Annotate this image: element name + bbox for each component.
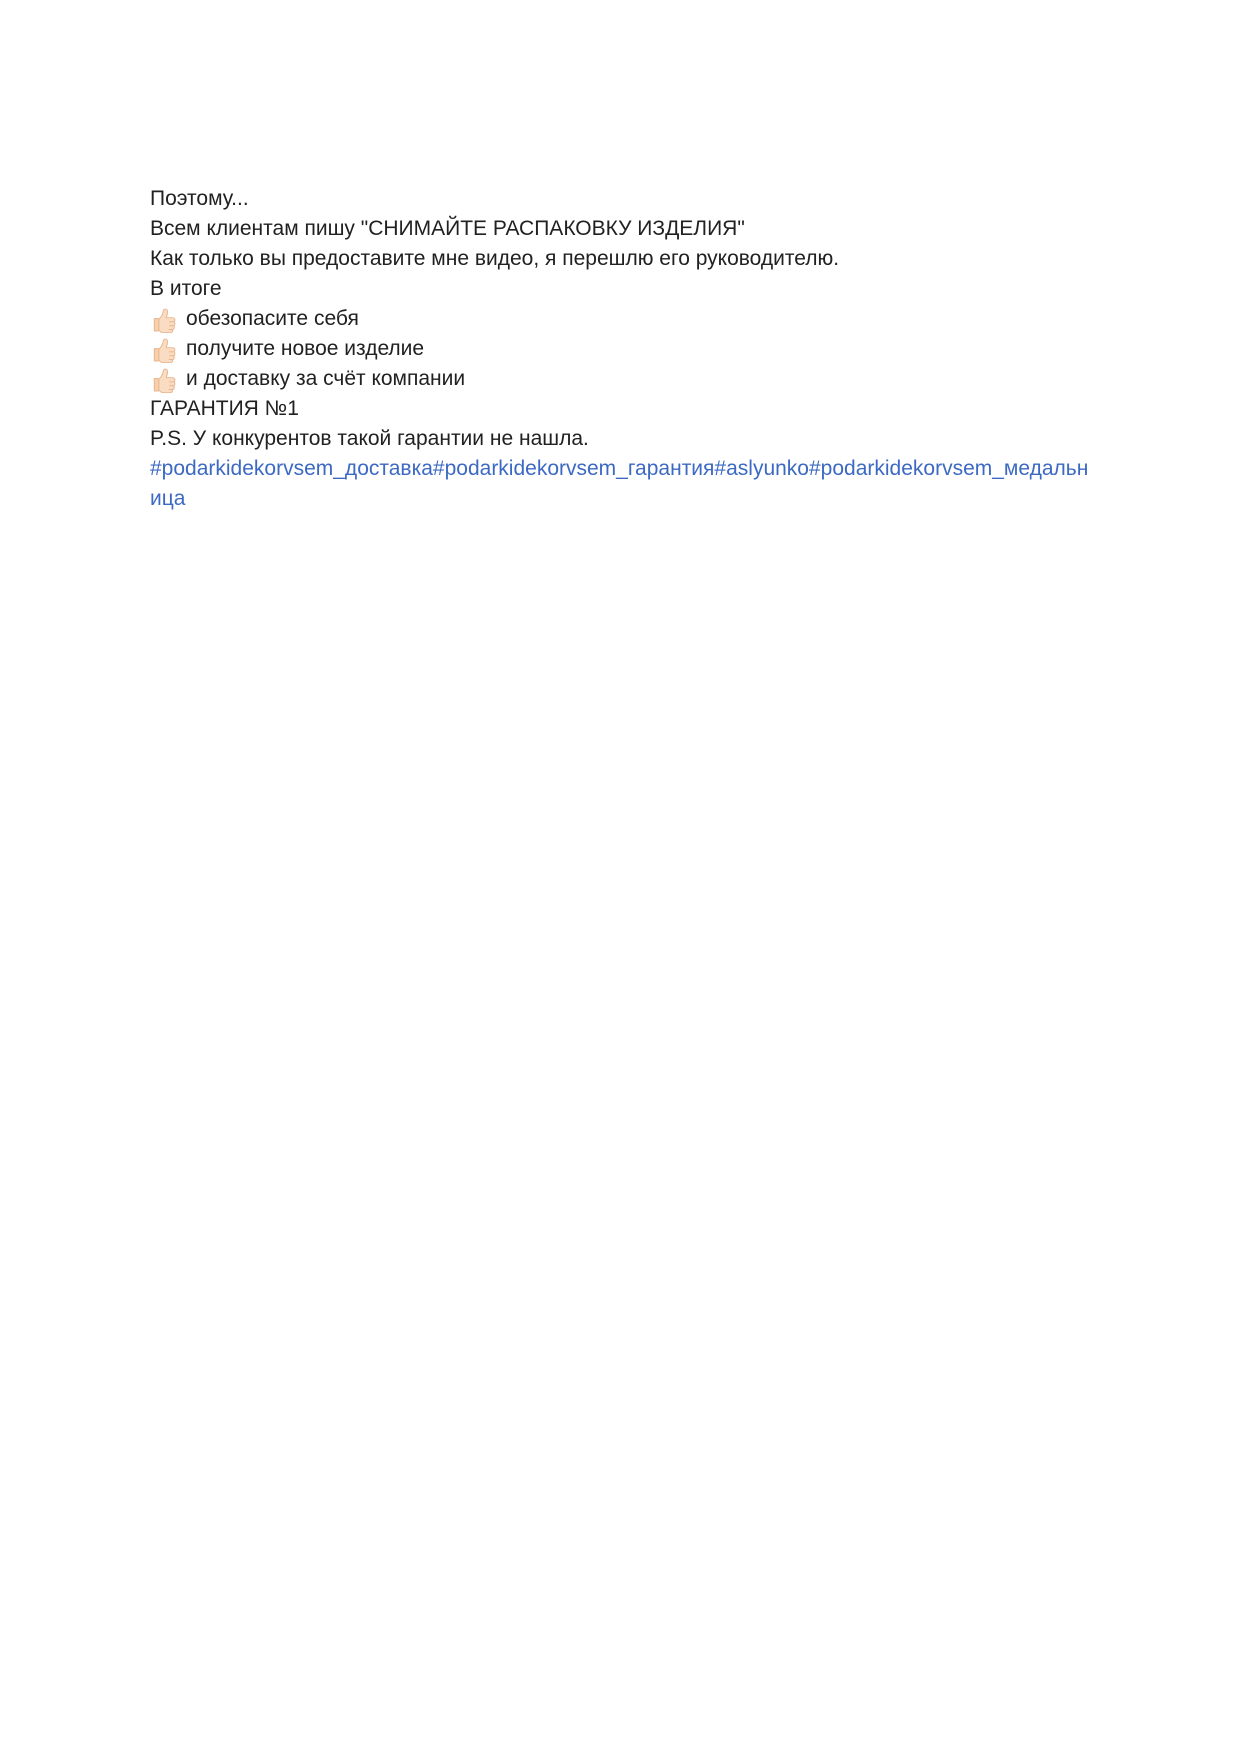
paragraph-clients-quote: Всем клиентам пишу "СНИМАЙТЕ РАСПАКОВКУ ИЗДЕЛИЯ" (150, 217, 745, 240)
hashtag-link-dostavka[interactable]: #podarkidekorvsem_доставка (150, 457, 433, 480)
thumbs-up-icon (150, 305, 178, 333)
hashtags-paragraph (150, 454, 1092, 514)
thumbs-up-icon (150, 365, 178, 393)
hashtag-link-aslyunko[interactable]: #aslyunko (714, 457, 809, 480)
benefit-item-2 (150, 334, 1092, 364)
hashtag-link-garantiya[interactable]: #podarkidekorvsem_гарантия (432, 457, 715, 480)
paragraph-v-itoge: В итоге (150, 277, 222, 300)
paragraph-poetomu: Поэтому... (150, 187, 249, 210)
thumbs-up-icon (150, 335, 178, 363)
paragraph-ps: P.S. У конкурентов такой гарантии не нашла. (150, 427, 589, 450)
hashtag-link-medalnitsa[interactable]: #podarkidekorvsem_медальница (150, 457, 1089, 510)
document-page (0, 0, 1242, 514)
benefit-item-1 (150, 304, 1092, 334)
paragraph-guarantee: ГАРАНТИЯ №1 (150, 397, 299, 420)
paragraph-video-promise: Как только вы предоставите мне видео, я перешлю его руководителю. (150, 247, 840, 270)
benefit-text: обезопасите себя (186, 307, 359, 330)
benefit-item-3 (150, 364, 1092, 394)
benefit-text: и доставку за счёт компании (186, 367, 466, 390)
benefit-text: получите новое изделие (186, 337, 425, 360)
